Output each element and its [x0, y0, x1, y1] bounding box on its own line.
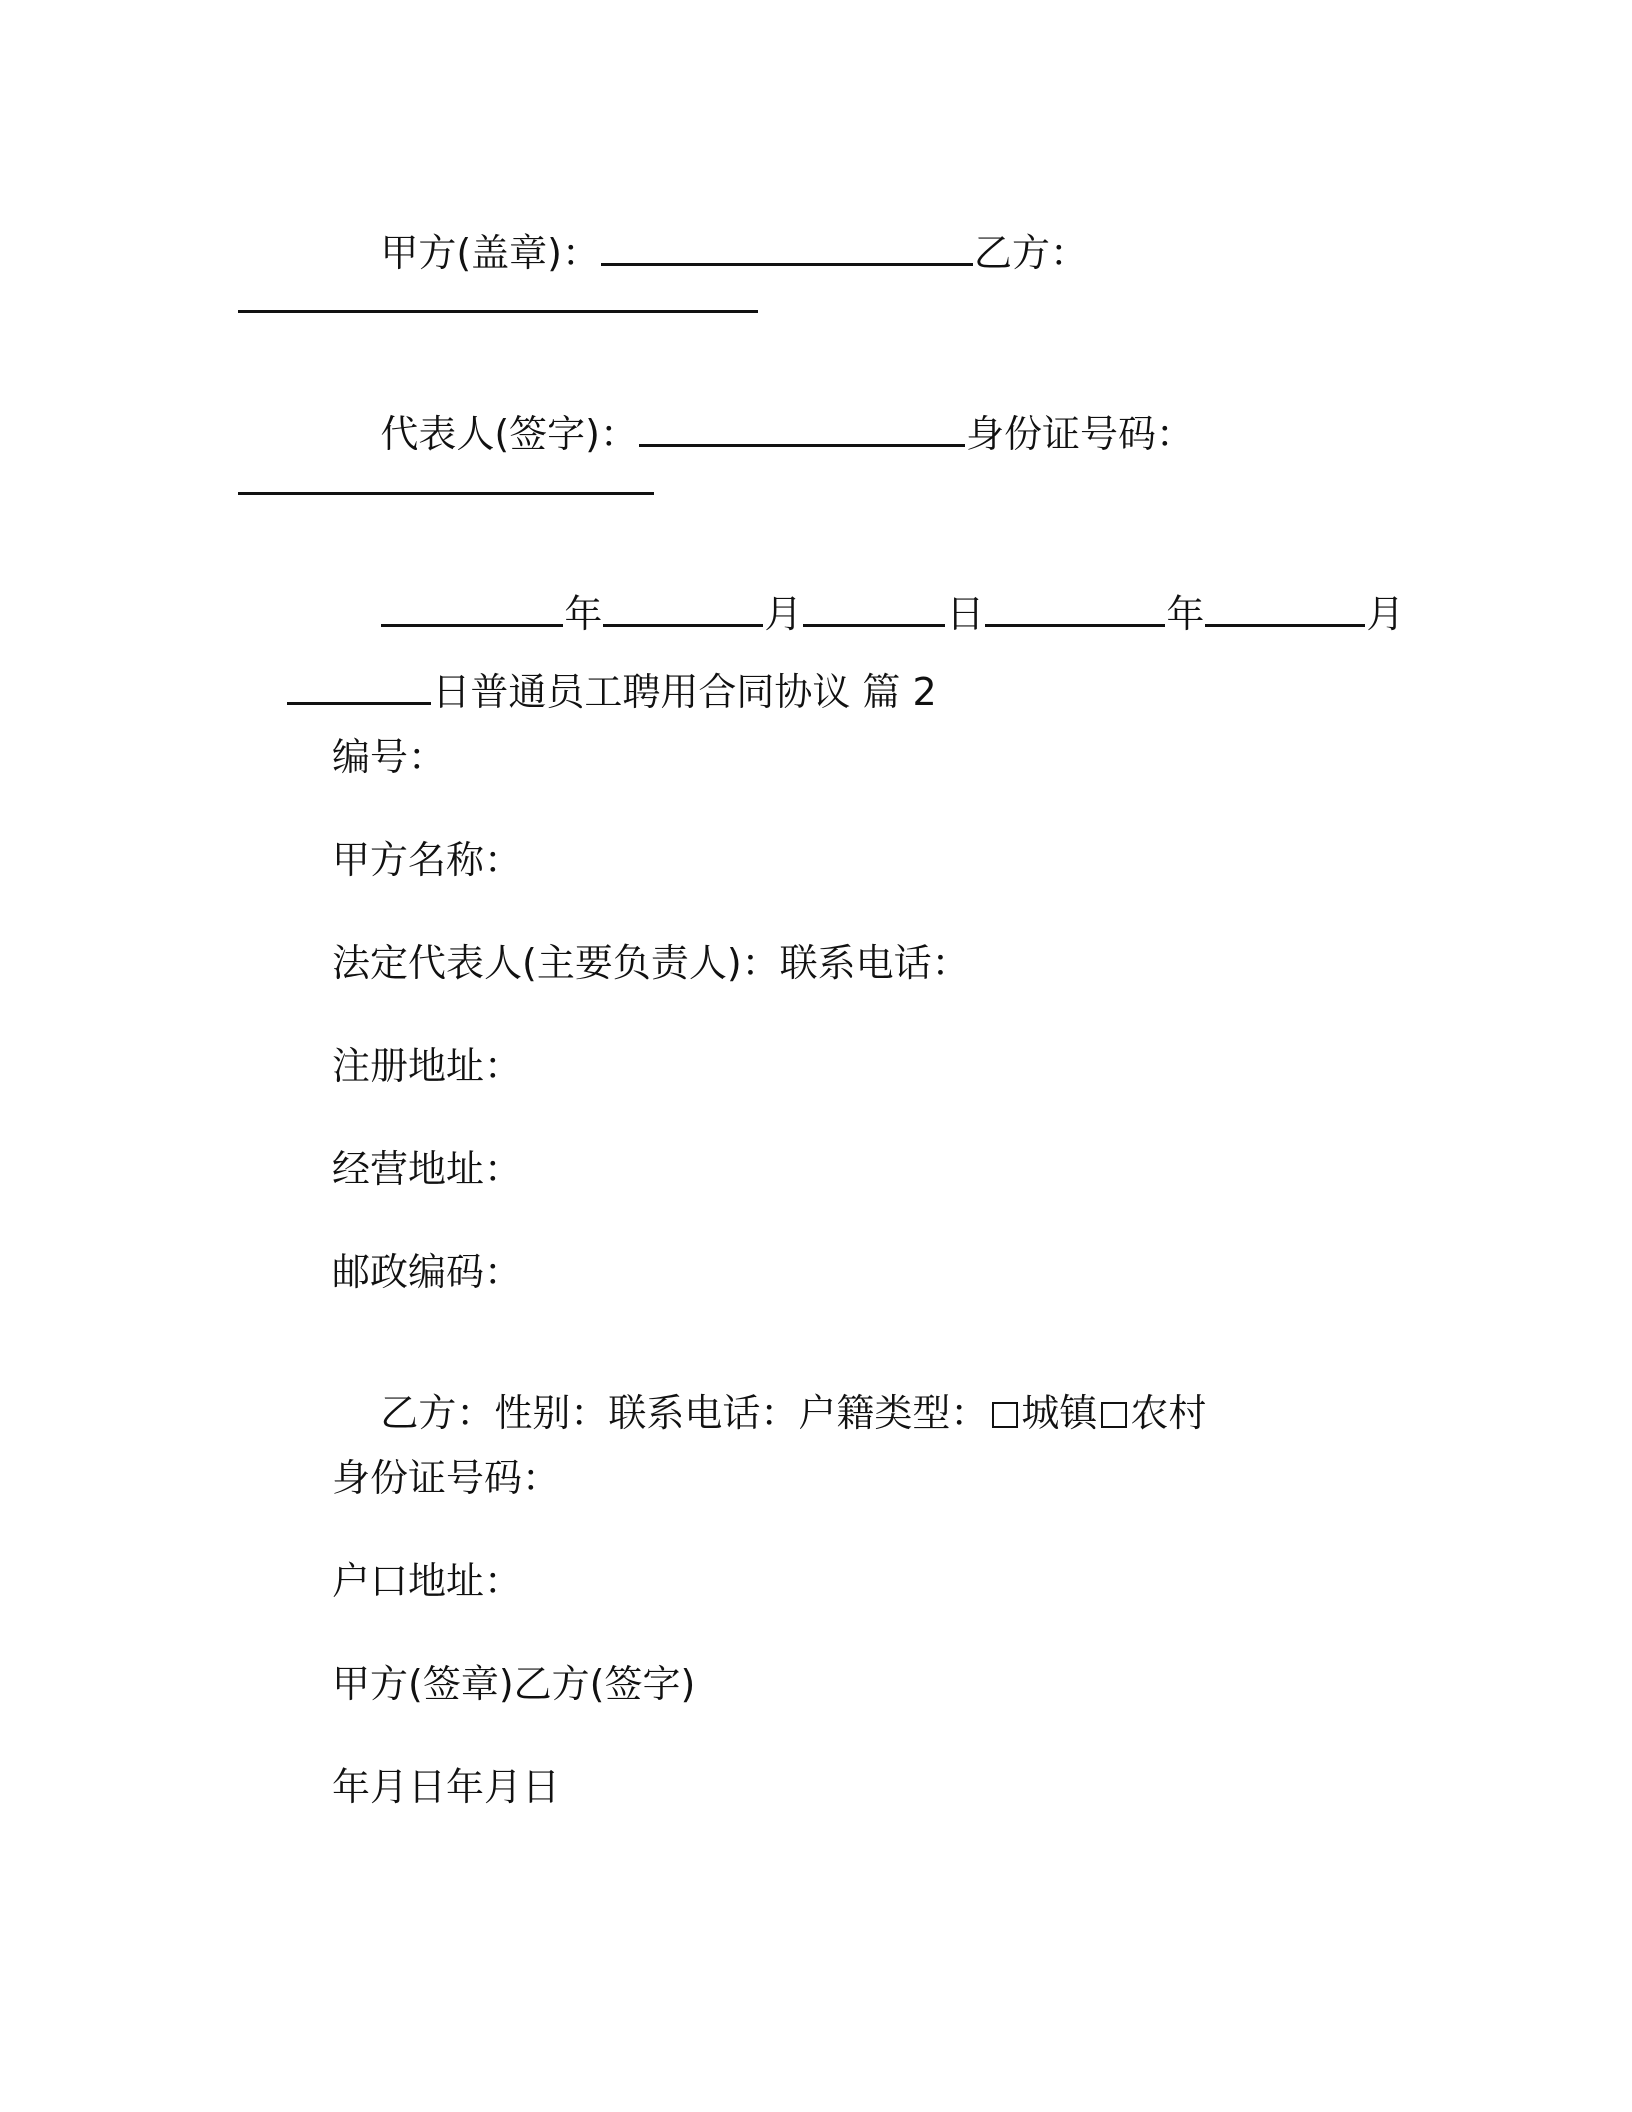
- field-signatures: 甲方(签章)乙方(签字): [332, 1662, 696, 1706]
- month-label-b: 月: [1366, 592, 1405, 636]
- year-label-a: 年: [564, 592, 603, 636]
- month-label-a: 月: [764, 592, 803, 636]
- section2-heading-line: [238, 634, 937, 749]
- id-number-blank[interactable]: [238, 492, 654, 495]
- rural-checkbox[interactable]: [1101, 1402, 1127, 1428]
- day-blank-b[interactable]: [287, 672, 431, 705]
- party-a-seal-label: 甲方(盖章)：: [380, 231, 600, 275]
- field-number: 编号：: [332, 735, 447, 779]
- id-number-label: 身份证号码：: [965, 412, 1194, 456]
- party-b-label: 乙方：: [973, 231, 1088, 275]
- party-a-seal-line: [332, 195, 1088, 310]
- month-blank-b[interactable]: [1205, 594, 1365, 627]
- party-b-prefix: 乙方：性别：联系电话：户籍类型：: [380, 1391, 989, 1435]
- field-business-address: 经营地址：: [332, 1147, 523, 1191]
- month-blank-a[interactable]: [603, 594, 763, 627]
- day-label-a: 日: [946, 592, 985, 636]
- rural-option-label: 农村: [1130, 1391, 1207, 1435]
- party-a-seal-blank[interactable]: [601, 233, 973, 266]
- section2-heading: 日普通员工聘用合同协议 篇 2: [432, 670, 937, 714]
- field-id-number: 身份证号码：: [332, 1456, 561, 1500]
- representative-line: [332, 376, 1194, 491]
- field-household-address: 户口地址：: [332, 1559, 523, 1603]
- field-party-b-line: [332, 1356, 1206, 1470]
- year-label-b: 年: [1166, 592, 1205, 636]
- year-blank-b[interactable]: [985, 594, 1165, 627]
- field-registered-address: 注册地址：: [332, 1044, 523, 1088]
- day-blank-a[interactable]: [803, 594, 945, 627]
- field-postal-code: 邮政编码：: [332, 1250, 523, 1294]
- year-blank-a[interactable]: [381, 594, 563, 627]
- urban-option-label: 城镇: [1021, 1391, 1098, 1435]
- representative-blank[interactable]: [639, 414, 965, 447]
- field-dates: 年月日年月日: [332, 1765, 561, 1809]
- field-legal-rep: 法定代表人(主要负责人)：联系电话：: [332, 941, 970, 985]
- party-b-blank[interactable]: [238, 310, 758, 313]
- representative-label: 代表人(签字)：: [380, 412, 638, 456]
- urban-checkbox[interactable]: [992, 1402, 1018, 1428]
- field-party-a-name: 甲方名称：: [332, 838, 523, 882]
